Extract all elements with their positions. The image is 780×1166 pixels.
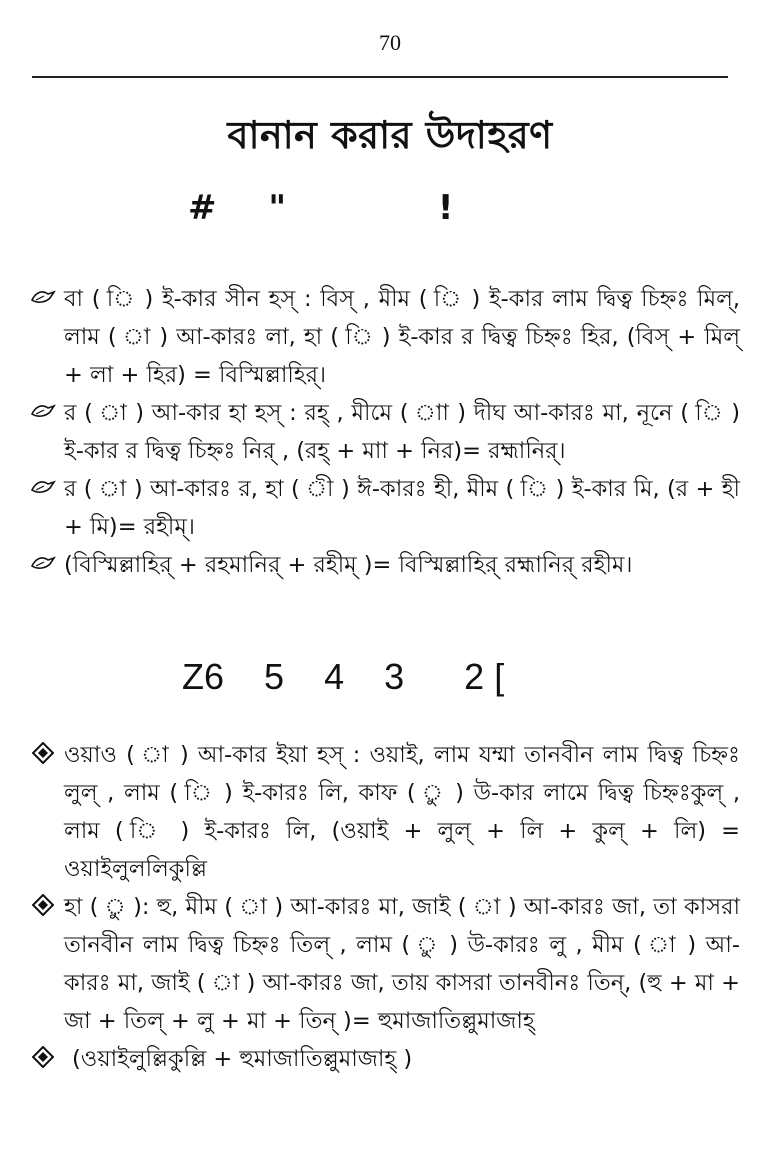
arabic-glyph: 2 [: [464, 656, 505, 697]
list-item-text: (বিস্মিল্লাহির্ + রহমানির্ + রহীম্ )= বিস্মিল্লাহির্ রহ্মানির্ রহীম।: [64, 552, 633, 578]
spelling-example-2: [28, 736, 740, 1078]
writing-hand-icon: [28, 282, 58, 312]
arabic-glyph: !: [437, 188, 454, 228]
list-item-text: বা ( ি ) ই-কার সীন হস্ : বিস্ , মীম ( ি ) ই-কার লাম দ্বিত্ব চিহ্নঃ মিল্, লাম ( া ) আ-কারঃ লা, হা ( ি ) ই-কার র দ্বিত্ব চিহ্নঃ হির, (বিস্ + মিল্ + লা + হির) = বিস্মিল্লাহির্।: [64, 286, 740, 388]
list-item-text: হা ( ু ): হু, মীম ( া ) আ-কারঃ মা, জাই ( া ) আ-কারঃ জা, তা কাসরা তানবীন লাম দ্বিত্ব চিহ্নঃ তিল্ , লাম ( ু ) উ-কারঃ লু , মীম ( া ) আ-কারঃ মা, জাই ( া ) আ-কারঃ জা, তায় কাসরা তানবীনঃ তিন্, (হু + মা + জা + তিল্ + লু + মা + তিন্ )= হুমাজাতিল্লুমাজাহ্: [64, 894, 740, 1034]
list-item-text: র ( া ) আ-কারঃ র, হা ( ী ) ঈ-কারঃ হী, মীম ( ি ) ই-কার মি, (র + হী + মি)= রহীম্।: [64, 476, 740, 540]
spelling-example-1: [28, 280, 740, 584]
arabic-heading-2: [182, 656, 534, 698]
list-item: [28, 470, 740, 546]
page-title: বানান করার উদাহরণ: [227, 113, 553, 157]
writing-hand-icon: [28, 396, 58, 426]
list-item-text: (ওয়াইলুল্লিকুল্লি + হুমাজাতিল্লুমাজাহ্ ): [72, 1046, 413, 1072]
arabic-heading-1: [188, 188, 453, 228]
list-item-text: ওয়াও ( া ) আ-কার ইয়া হস্ : ওয়াই, লাম যম্মা তানবীন লাম দ্বিত্ব চিহ্নঃ লুল্ , লাম ( ি ) ই-কারঃ লি, কাফ ( ু ) উ-কার লামে দ্বিত্ব চিহ্নঃকুল্ , লাম ( ি ) ই-কারঃ লি, (ওয়াই + লুল্ + লি + কুল্ + লি) = ওয়াইলুললিকুল্লি: [64, 742, 740, 882]
arabic-glyph: #: [188, 188, 217, 228]
diamond-icon: [28, 890, 58, 920]
writing-hand-icon: [28, 472, 58, 502]
list-item: [28, 1040, 740, 1078]
arabic-glyph: Z6: [182, 656, 225, 697]
arabic-glyph: 3: [384, 656, 405, 697]
list-item: [28, 888, 740, 1040]
diamond-icon: [28, 738, 58, 768]
header-divider: [32, 76, 728, 78]
list-item: [28, 394, 740, 470]
list-item: [28, 546, 740, 584]
arabic-glyph: 4: [324, 656, 345, 697]
list-item: [28, 280, 740, 394]
arabic-glyph: ": [268, 188, 287, 228]
arabic-glyph: 5: [264, 656, 285, 697]
list-item: [28, 736, 740, 888]
page-number: 70: [379, 30, 401, 55]
list-item-text: র ( া ) আ-কার হা হস্ : রহ্ , মীমে ( াা ) দীঘ আ-কারঃ মা, নূনে ( ি ) ই-কার র দ্বিত্ব চিহ্নঃ নির্ , (রহ্ + মাা + নির)= রহ্মানির্।: [64, 400, 740, 464]
diamond-icon: [28, 1042, 58, 1072]
writing-hand-icon: [28, 548, 58, 578]
